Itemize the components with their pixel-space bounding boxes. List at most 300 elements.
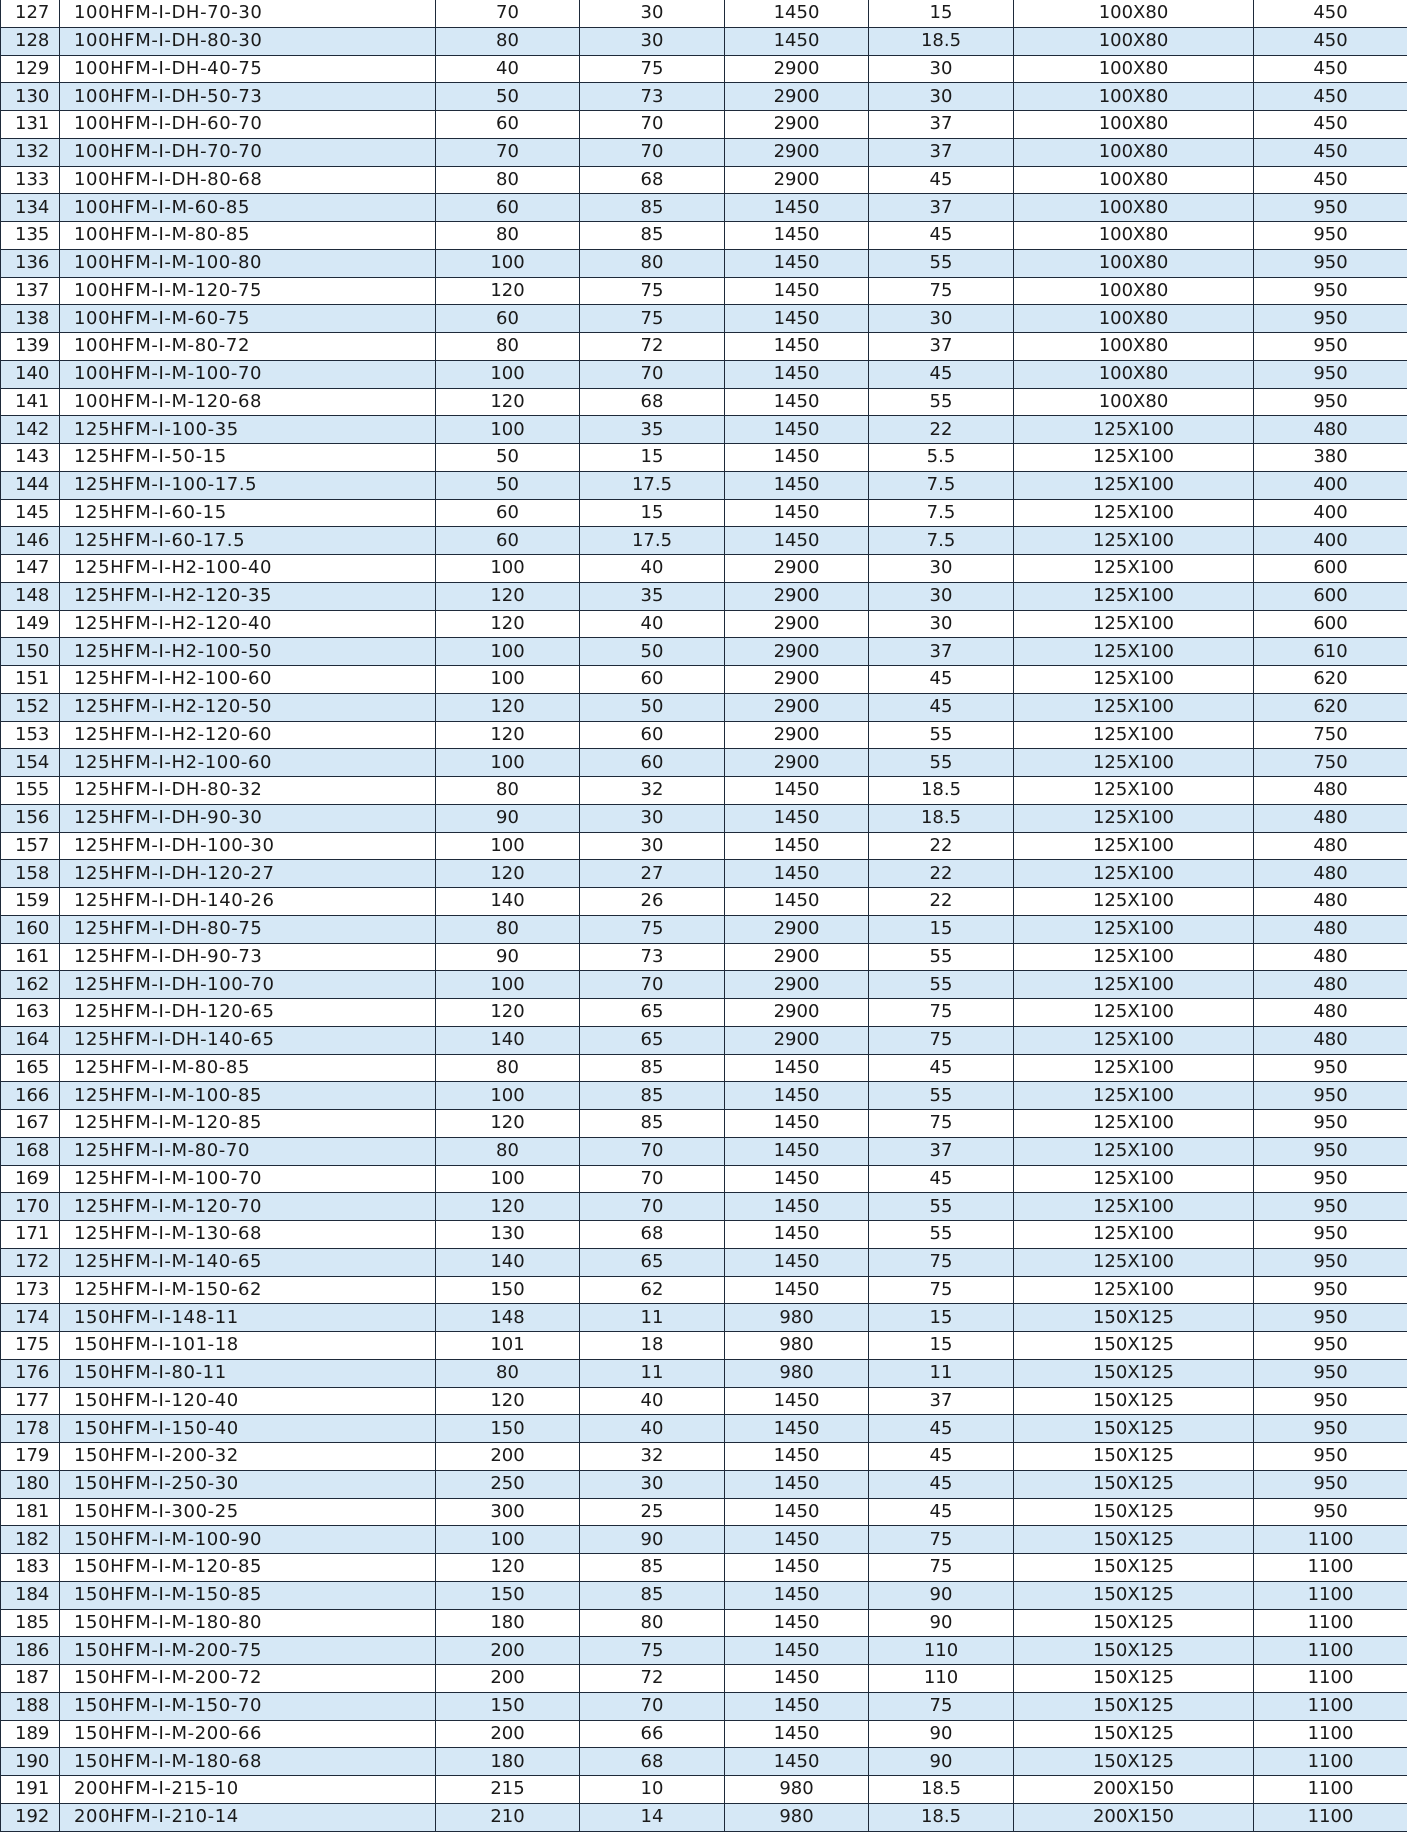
weight-cell: 950	[1254, 1359, 1407, 1387]
size-cell: 100X80	[1014, 194, 1254, 222]
flow-cell: 40	[436, 55, 580, 83]
size-cell: 100X80	[1014, 0, 1254, 27]
table-row	[1, 471, 1407, 499]
size-cell: 125X100	[1014, 860, 1254, 888]
table-row	[1, 1692, 1407, 1720]
flow-cell: 150	[436, 1276, 580, 1304]
weight-cell: 950	[1254, 277, 1407, 305]
model-cell: 100HFM-I-DH-60-70	[60, 111, 436, 139]
weight-cell: 950	[1254, 1082, 1407, 1110]
head-cell: 15	[580, 444, 725, 472]
head-cell: 60	[580, 749, 725, 777]
speed-cell: 1450	[725, 277, 869, 305]
size-cell: 125X100	[1014, 971, 1254, 999]
table-row	[1, 1165, 1407, 1193]
flow-cell: 60	[436, 305, 580, 333]
row-number: 127	[1, 0, 60, 27]
table-row	[1, 111, 1407, 139]
speed-cell: 980	[725, 1776, 869, 1804]
speed-cell: 980	[725, 1359, 869, 1387]
power-cell: 55	[869, 721, 1014, 749]
flow-cell: 50	[436, 471, 580, 499]
row-number: 176	[1, 1359, 60, 1387]
size-cell: 150X125	[1014, 1304, 1254, 1332]
weight-cell: 750	[1254, 749, 1407, 777]
row-number: 164	[1, 1026, 60, 1054]
speed-cell: 2900	[725, 971, 869, 999]
table-row	[1, 0, 1407, 27]
head-cell: 73	[580, 83, 725, 111]
table-row	[1, 804, 1407, 832]
flow-cell: 215	[436, 1776, 580, 1804]
model-cell: 150HFM-I-M-150-70	[60, 1692, 436, 1720]
table-row	[1, 305, 1407, 333]
row-number: 185	[1, 1609, 60, 1637]
speed-cell: 1450	[725, 1276, 869, 1304]
flow-cell: 80	[436, 1054, 580, 1082]
model-cell: 100HFM-I-DH-70-30	[60, 0, 436, 27]
size-cell: 100X80	[1014, 138, 1254, 166]
flow-cell: 150	[436, 1415, 580, 1443]
table-row	[1, 777, 1407, 805]
table-row	[1, 555, 1407, 583]
head-cell: 85	[580, 194, 725, 222]
flow-cell: 100	[436, 360, 580, 388]
size-cell: 100X80	[1014, 249, 1254, 277]
head-cell: 72	[580, 333, 725, 361]
power-cell: 30	[869, 55, 1014, 83]
row-number: 136	[1, 249, 60, 277]
speed-cell: 1450	[725, 1581, 869, 1609]
model-cell: 100HFM-I-M-60-85	[60, 194, 436, 222]
flow-cell: 80	[436, 333, 580, 361]
weight-cell: 480	[1254, 416, 1407, 444]
weight-cell: 380	[1254, 444, 1407, 472]
table-row	[1, 1304, 1407, 1332]
size-cell: 150X125	[1014, 1665, 1254, 1693]
table-row	[1, 1665, 1407, 1693]
flow-cell: 80	[436, 1137, 580, 1165]
model-cell: 100HFM-I-M-60-75	[60, 305, 436, 333]
table-row	[1, 638, 1407, 666]
row-number: 154	[1, 749, 60, 777]
head-cell: 73	[580, 943, 725, 971]
size-cell: 125X100	[1014, 416, 1254, 444]
head-cell: 68	[580, 166, 725, 194]
row-number: 151	[1, 666, 60, 694]
row-number: 135	[1, 222, 60, 250]
weight-cell: 950	[1254, 1304, 1407, 1332]
weight-cell: 400	[1254, 527, 1407, 555]
table-row	[1, 222, 1407, 250]
table-row	[1, 1581, 1407, 1609]
row-number: 147	[1, 555, 60, 583]
model-cell: 125HFM-I-H2-120-50	[60, 693, 436, 721]
table-row	[1, 27, 1407, 55]
row-number: 189	[1, 1720, 60, 1748]
power-cell: 55	[869, 388, 1014, 416]
row-number: 129	[1, 55, 60, 83]
table-row	[1, 1221, 1407, 1249]
weight-cell: 950	[1254, 1193, 1407, 1221]
power-cell: 75	[869, 999, 1014, 1027]
power-cell: 45	[869, 1054, 1014, 1082]
row-number: 153	[1, 721, 60, 749]
model-cell: 150HFM-I-M-120-85	[60, 1554, 436, 1582]
flow-cell: 120	[436, 693, 580, 721]
speed-cell: 1450	[725, 1720, 869, 1748]
flow-cell: 100	[436, 638, 580, 666]
head-cell: 68	[580, 1221, 725, 1249]
power-cell: 30	[869, 582, 1014, 610]
table-row	[1, 915, 1407, 943]
row-number: 159	[1, 888, 60, 916]
speed-cell: 1450	[725, 1137, 869, 1165]
table-row	[1, 1720, 1407, 1748]
speed-cell: 1450	[725, 1054, 869, 1082]
power-cell: 55	[869, 971, 1014, 999]
power-cell: 75	[869, 277, 1014, 305]
table-row	[1, 1248, 1407, 1276]
weight-cell: 950	[1254, 388, 1407, 416]
row-number: 173	[1, 1276, 60, 1304]
model-cell: 125HFM-I-DH-100-30	[60, 832, 436, 860]
speed-cell: 1450	[725, 194, 869, 222]
head-cell: 30	[580, 1470, 725, 1498]
speed-cell: 1450	[725, 222, 869, 250]
power-cell: 55	[869, 943, 1014, 971]
table-row	[1, 971, 1407, 999]
head-cell: 70	[580, 1692, 725, 1720]
speed-cell: 1450	[725, 388, 869, 416]
table-body	[1, 0, 1407, 1831]
row-number: 142	[1, 416, 60, 444]
head-cell: 75	[580, 277, 725, 305]
model-cell: 125HFM-I-DH-90-73	[60, 943, 436, 971]
size-cell: 100X80	[1014, 277, 1254, 305]
power-cell: 18.5	[869, 777, 1014, 805]
weight-cell: 950	[1254, 194, 1407, 222]
weight-cell: 950	[1254, 360, 1407, 388]
speed-cell: 1450	[725, 360, 869, 388]
head-cell: 70	[580, 1137, 725, 1165]
model-cell: 150HFM-I-M-100-90	[60, 1526, 436, 1554]
flow-cell: 120	[436, 582, 580, 610]
head-cell: 40	[580, 1415, 725, 1443]
model-cell: 150HFM-I-M-150-85	[60, 1581, 436, 1609]
size-cell: 125X100	[1014, 915, 1254, 943]
weight-cell: 1100	[1254, 1554, 1407, 1582]
head-cell: 30	[580, 804, 725, 832]
table-row	[1, 1748, 1407, 1776]
flow-cell: 101	[436, 1332, 580, 1360]
power-cell: 37	[869, 1137, 1014, 1165]
flow-cell: 120	[436, 277, 580, 305]
head-cell: 14	[580, 1803, 725, 1831]
weight-cell: 480	[1254, 915, 1407, 943]
size-cell: 125X100	[1014, 693, 1254, 721]
speed-cell: 1450	[725, 1387, 869, 1415]
power-cell: 22	[869, 860, 1014, 888]
row-number: 175	[1, 1332, 60, 1360]
flow-cell: 200	[436, 1665, 580, 1693]
power-cell: 45	[869, 360, 1014, 388]
power-cell: 7.5	[869, 471, 1014, 499]
head-cell: 40	[580, 1387, 725, 1415]
power-cell: 110	[869, 1665, 1014, 1693]
size-cell: 150X125	[1014, 1498, 1254, 1526]
head-cell: 15	[580, 499, 725, 527]
speed-cell: 1450	[725, 444, 869, 472]
speed-cell: 1450	[725, 1498, 869, 1526]
size-cell: 200X150	[1014, 1803, 1254, 1831]
speed-cell: 2900	[725, 999, 869, 1027]
size-cell: 150X125	[1014, 1332, 1254, 1360]
speed-cell: 2900	[725, 638, 869, 666]
speed-cell: 980	[725, 1332, 869, 1360]
table-row	[1, 1387, 1407, 1415]
row-number: 170	[1, 1193, 60, 1221]
weight-cell: 950	[1254, 333, 1407, 361]
table-row	[1, 138, 1407, 166]
head-cell: 70	[580, 971, 725, 999]
model-cell: 125HFM-I-H2-100-50	[60, 638, 436, 666]
flow-cell: 100	[436, 1082, 580, 1110]
table-row	[1, 360, 1407, 388]
head-cell: 25	[580, 1498, 725, 1526]
model-cell: 150HFM-I-120-40	[60, 1387, 436, 1415]
power-cell: 5.5	[869, 444, 1014, 472]
power-cell: 45	[869, 666, 1014, 694]
table-row	[1, 666, 1407, 694]
flow-cell: 300	[436, 1498, 580, 1526]
weight-cell: 480	[1254, 943, 1407, 971]
weight-cell: 950	[1254, 1498, 1407, 1526]
head-cell: 50	[580, 638, 725, 666]
model-cell: 100HFM-I-DH-70-70	[60, 138, 436, 166]
size-cell: 100X80	[1014, 222, 1254, 250]
weight-cell: 950	[1254, 1470, 1407, 1498]
flow-cell: 130	[436, 1221, 580, 1249]
table-row	[1, 1054, 1407, 1082]
flow-cell: 120	[436, 1554, 580, 1582]
flow-cell: 90	[436, 804, 580, 832]
flow-cell: 180	[436, 1609, 580, 1637]
head-cell: 70	[580, 138, 725, 166]
flow-cell: 50	[436, 83, 580, 111]
head-cell: 30	[580, 27, 725, 55]
model-cell: 125HFM-I-100-35	[60, 416, 436, 444]
model-cell: 100HFM-I-DH-80-30	[60, 27, 436, 55]
power-cell: 18.5	[869, 27, 1014, 55]
size-cell: 125X100	[1014, 444, 1254, 472]
model-cell: 125HFM-I-DH-100-70	[60, 971, 436, 999]
model-cell: 125HFM-I-M-130-68	[60, 1221, 436, 1249]
row-number: 183	[1, 1554, 60, 1582]
table-row	[1, 693, 1407, 721]
flow-cell: 140	[436, 1248, 580, 1276]
speed-cell: 1450	[725, 1165, 869, 1193]
table-row	[1, 1609, 1407, 1637]
power-cell: 7.5	[869, 499, 1014, 527]
weight-cell: 950	[1254, 1387, 1407, 1415]
weight-cell: 600	[1254, 582, 1407, 610]
speed-cell: 1450	[725, 416, 869, 444]
row-number: 155	[1, 777, 60, 805]
speed-cell: 2900	[725, 943, 869, 971]
power-cell: 30	[869, 83, 1014, 111]
weight-cell: 620	[1254, 693, 1407, 721]
table-row	[1, 860, 1407, 888]
row-number: 138	[1, 305, 60, 333]
model-cell: 125HFM-I-H2-100-60	[60, 666, 436, 694]
head-cell: 75	[580, 305, 725, 333]
power-cell: 90	[869, 1609, 1014, 1637]
power-cell: 22	[869, 888, 1014, 916]
speed-cell: 1450	[725, 1082, 869, 1110]
speed-cell: 1450	[725, 1526, 869, 1554]
flow-cell: 120	[436, 1387, 580, 1415]
power-cell: 15	[869, 1332, 1014, 1360]
flow-cell: 80	[436, 777, 580, 805]
speed-cell: 1450	[725, 832, 869, 860]
head-cell: 68	[580, 1748, 725, 1776]
row-number: 181	[1, 1498, 60, 1526]
size-cell: 150X125	[1014, 1526, 1254, 1554]
model-cell: 150HFM-I-M-180-80	[60, 1609, 436, 1637]
size-cell: 125X100	[1014, 638, 1254, 666]
speed-cell: 1450	[725, 1470, 869, 1498]
weight-cell: 400	[1254, 471, 1407, 499]
row-number: 192	[1, 1803, 60, 1831]
size-cell: 100X80	[1014, 166, 1254, 194]
weight-cell: 950	[1254, 222, 1407, 250]
table-row	[1, 943, 1407, 971]
weight-cell: 480	[1254, 999, 1407, 1027]
model-cell: 150HFM-I-80-11	[60, 1359, 436, 1387]
head-cell: 10	[580, 1776, 725, 1804]
size-cell: 125X100	[1014, 1026, 1254, 1054]
power-cell: 45	[869, 1443, 1014, 1471]
flow-cell: 140	[436, 1026, 580, 1054]
power-cell: 75	[869, 1276, 1014, 1304]
power-cell: 45	[869, 693, 1014, 721]
size-cell: 150X125	[1014, 1415, 1254, 1443]
table-row	[1, 999, 1407, 1027]
weight-cell: 950	[1254, 1332, 1407, 1360]
flow-cell: 70	[436, 138, 580, 166]
head-cell: 40	[580, 555, 725, 583]
power-cell: 45	[869, 1415, 1014, 1443]
weight-cell: 480	[1254, 971, 1407, 999]
table-row	[1, 832, 1407, 860]
table-row	[1, 527, 1407, 555]
weight-cell: 1100	[1254, 1526, 1407, 1554]
size-cell: 125X100	[1014, 832, 1254, 860]
flow-cell: 150	[436, 1692, 580, 1720]
size-cell: 125X100	[1014, 1054, 1254, 1082]
flow-cell: 100	[436, 416, 580, 444]
model-cell: 150HFM-I-150-40	[60, 1415, 436, 1443]
flow-cell: 200	[436, 1720, 580, 1748]
model-cell: 125HFM-I-M-80-70	[60, 1137, 436, 1165]
power-cell: 55	[869, 1193, 1014, 1221]
row-number: 152	[1, 693, 60, 721]
speed-cell: 1450	[725, 888, 869, 916]
row-number: 133	[1, 166, 60, 194]
flow-cell: 148	[436, 1304, 580, 1332]
row-number: 132	[1, 138, 60, 166]
model-cell: 150HFM-I-M-200-72	[60, 1665, 436, 1693]
size-cell: 125X100	[1014, 999, 1254, 1027]
weight-cell: 600	[1254, 610, 1407, 638]
power-cell: 45	[869, 1165, 1014, 1193]
power-cell: 90	[869, 1720, 1014, 1748]
model-cell: 125HFM-I-DH-90-30	[60, 804, 436, 832]
size-cell: 125X100	[1014, 1137, 1254, 1165]
head-cell: 70	[580, 360, 725, 388]
size-cell: 125X100	[1014, 777, 1254, 805]
table-row	[1, 1026, 1407, 1054]
size-cell: 125X100	[1014, 527, 1254, 555]
head-cell: 18	[580, 1332, 725, 1360]
size-cell: 150X125	[1014, 1470, 1254, 1498]
head-cell: 30	[580, 0, 725, 27]
size-cell: 125X100	[1014, 1248, 1254, 1276]
flow-cell: 100	[436, 832, 580, 860]
row-number: 171	[1, 1221, 60, 1249]
table-row	[1, 749, 1407, 777]
row-number: 182	[1, 1526, 60, 1554]
size-cell: 100X80	[1014, 27, 1254, 55]
weight-cell: 450	[1254, 166, 1407, 194]
head-cell: 11	[580, 1304, 725, 1332]
weight-cell: 450	[1254, 0, 1407, 27]
power-cell: 75	[869, 1026, 1014, 1054]
row-number: 163	[1, 999, 60, 1027]
flow-cell: 100	[436, 555, 580, 583]
weight-cell: 950	[1254, 305, 1407, 333]
power-cell: 30	[869, 305, 1014, 333]
size-cell: 100X80	[1014, 333, 1254, 361]
row-number: 187	[1, 1665, 60, 1693]
head-cell: 17.5	[580, 471, 725, 499]
size-cell: 150X125	[1014, 1359, 1254, 1387]
row-number: 149	[1, 610, 60, 638]
model-cell: 125HFM-I-DH-120-27	[60, 860, 436, 888]
head-cell: 70	[580, 111, 725, 139]
model-cell: 125HFM-I-60-17.5	[60, 527, 436, 555]
speed-cell: 1450	[725, 1609, 869, 1637]
speed-cell: 2900	[725, 582, 869, 610]
speed-cell: 980	[725, 1803, 869, 1831]
head-cell: 68	[580, 388, 725, 416]
size-cell: 200X150	[1014, 1776, 1254, 1804]
weight-cell: 950	[1254, 1248, 1407, 1276]
speed-cell: 1450	[725, 1110, 869, 1138]
head-cell: 11	[580, 1359, 725, 1387]
power-cell: 22	[869, 416, 1014, 444]
model-cell: 200HFM-I-215-10	[60, 1776, 436, 1804]
size-cell: 100X80	[1014, 111, 1254, 139]
power-cell: 37	[869, 333, 1014, 361]
flow-cell: 140	[436, 888, 580, 916]
size-cell: 150X125	[1014, 1720, 1254, 1748]
model-cell: 125HFM-I-DH-80-75	[60, 915, 436, 943]
flow-cell: 80	[436, 222, 580, 250]
head-cell: 80	[580, 1609, 725, 1637]
head-cell: 90	[580, 1526, 725, 1554]
